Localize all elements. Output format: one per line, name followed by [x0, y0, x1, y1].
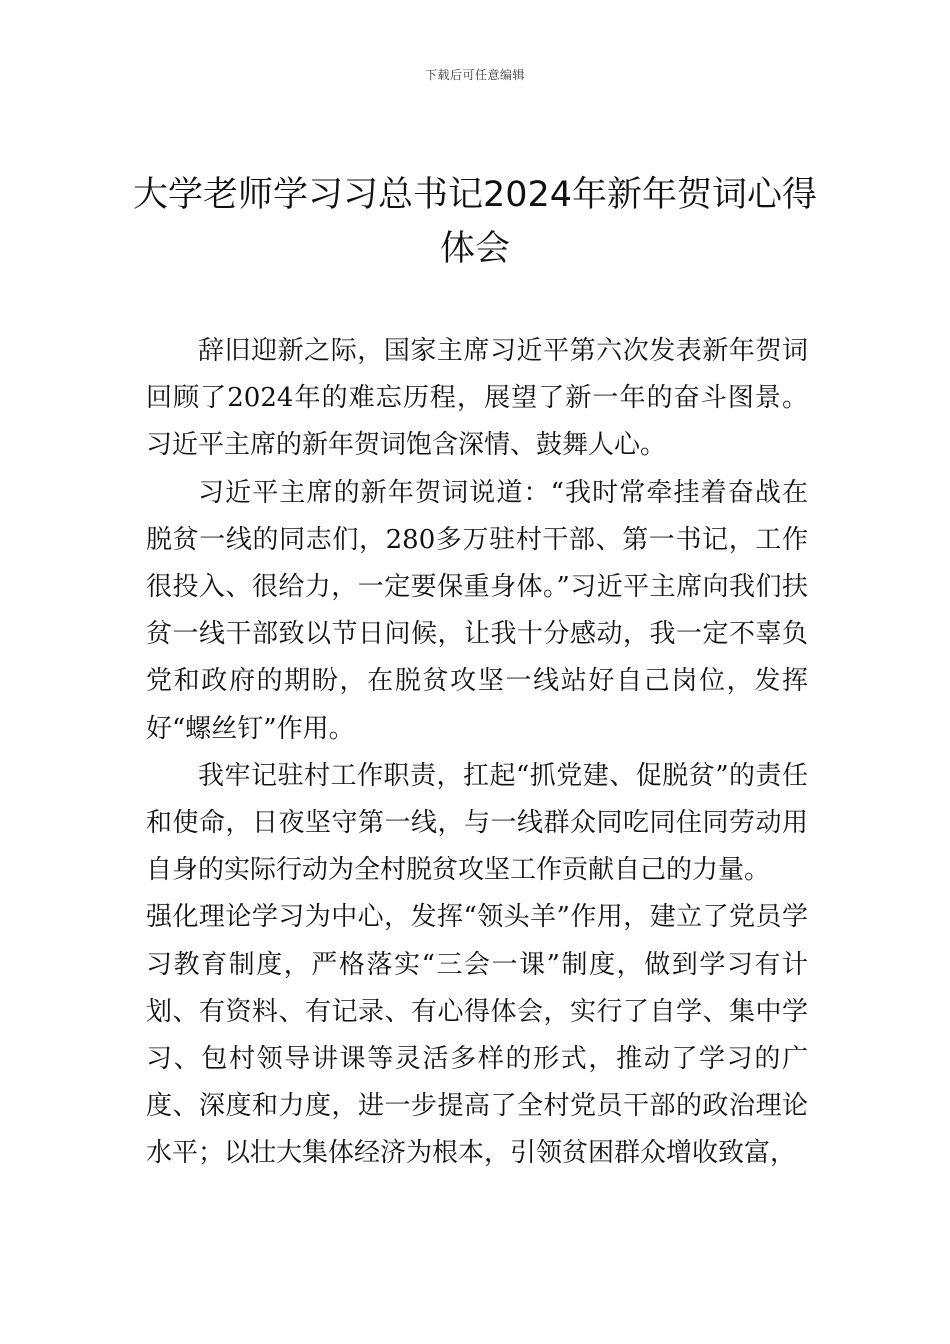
paragraph: 强化理论学习为中心，发挥“领头羊”作用，建立了党员学习教育制度，严格落实“三会一课”制度，做到学习有计划、有资料、有记录、有心得体会，实行了自学、集中学习、包村领导讲课等灵活多样的形式，推动了学习的广度、深度和力度，进一步提高了全村党员干部的政治理论水平；以壮大集体经济为根本，引领贫困群众增收致富，	[146, 902, 808, 1169]
document-body	[146, 328, 808, 1178]
paragraph: 我牢记驻村工作职责，扛起“抓党建、促脱贫”的责任和使命，日夜坚守第一线，与一线群众同吃同住同劳动用自身的实际行动为全村脱贫攻坚工作贡献自己的力量。	[146, 760, 808, 886]
document-title: 大学老师学习习总书记2024年新年贺词心得体会	[132, 175, 818, 269]
header-note: 下载后可任意编辑	[424, 68, 525, 82]
paragraph: 辞旧迎新之际，国家主席习近平第六次发表新年贺词回顾了2024年的难忘历程，展望了新一年的奋斗图景。习近平主席的新年贺词饱含深情、鼓舞人心。	[146, 336, 808, 461]
paragraph: 习近平主席的新年贺词说道：“我时常牵挂着奋战在脱贫一线的同志们，280多万驻村干部、第一书记，工作很投入、很给力，一定要保重身体。”习近平主席向我们扶贫一线干部致以节日问候，让我十分感动，我一定不辜负党和政府的期盼，在脱贫攻坚一线站好自己岗位，发挥好“螺丝钉”作用。	[146, 477, 808, 744]
